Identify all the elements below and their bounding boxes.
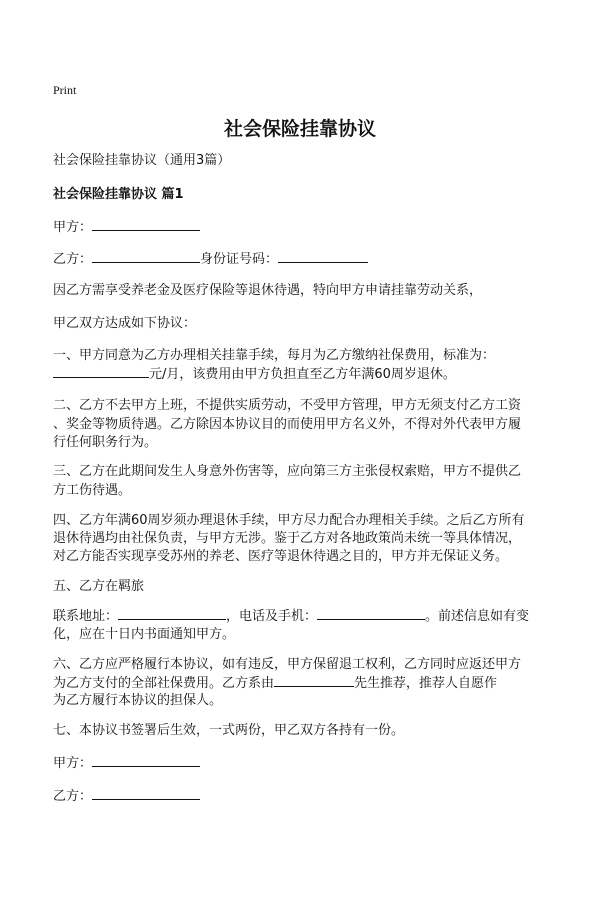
document-title: 社会保险挂靠协议 [223,118,376,140]
signature-b-line [53,785,200,808]
clause1-unit-text: 元/月，该费用由甲方负担直至乙方年满60周岁退休。 [149,367,456,382]
intro-line-1: 因乙方需享受养老金及医疗保险等退休待遇，特向甲方申请挂靠劳动关系， [53,283,483,298]
clause4-line-1: 四、乙方年满60周岁须办理退休手续，甲方尽力配合办理相关手续。之后乙方所有 [53,513,525,528]
clause4-line-3: 对乙方能否实现享受苏州的养老、医疗等退休待遇之目的，甲方并无保证义务。 [53,549,509,564]
party-a-label: 甲方： [53,220,93,235]
party-b-line [53,248,368,271]
clause3-line-1: 三、乙方在此期间发生人身意外伤害等，应向第三方主张侵权索赔，甲方不提供乙 [53,464,522,479]
contact-address-blank [118,605,226,620]
clause4-line-2: 退休待遇均由社保负责，与甲方无涉。鉴于乙方对各地政策尚未统一等具体情况， [53,531,522,546]
print-label: Print [53,83,77,97]
clause2-line-2: 、奖金等物质待遇。乙方除因本协议目的而使用甲方名义外，不得对外代表甲方履 [53,417,522,432]
signature-a-label: 甲方： [53,756,93,771]
clause3-line-2: 方工伤待遇。 [53,483,132,498]
fee-amount-blank [53,363,149,378]
contact-line-2: 化，应在十日内书面通知甲方。 [53,627,236,642]
signature-b-label: 乙方： [53,789,93,804]
id-label: 身份证号码： [200,252,279,267]
signature-b-blank [92,785,200,800]
clause6-pre-text: 为乙方支付的全部社保费用。乙方系由 [53,676,275,691]
clause6-line-3: 为乙方履行本协议的担保人。 [53,693,223,708]
contact-phone-label: ，电话及手机： [226,609,318,624]
clause1-line-1: 一、甲方同意为乙方办理相关挂靠手续，每月为乙方缴纳社保费用，标准为： [53,348,496,363]
contact-tail-text: 。前述信息如有变 [425,609,530,624]
clause5: 五、乙方在羁旅 [53,579,145,594]
section-heading: 社会保险挂靠协议 篇1 [53,187,184,202]
id-number-blank [278,248,368,263]
clause6-line-1: 六、乙方应严格履行本协议，如有违反，甲方保留退工权利，乙方同时应返还甲方 [53,657,522,672]
contact-address-label: 联系地址： [53,609,119,624]
party-a-blank [92,216,200,231]
clause1-line-2 [53,363,456,386]
clause2-line-1: 二、乙方不去甲方上班，不提供实质劳动，不受甲方管理，甲方无须支付乙方工资 [53,398,522,413]
document-subtitle: 社会保险挂靠协议（通用3篇） [53,153,231,168]
intro-line-2: 甲乙双方达成如下协议： [53,316,197,331]
party-b-blank [92,248,200,263]
party-b-label: 乙方： [53,252,93,267]
referrer-blank [274,672,354,687]
contact-phone-blank [317,605,425,620]
party-a-line [53,216,200,239]
clause2-line-3: 行任何职务行为。 [53,435,158,450]
signature-a-blank [92,752,200,767]
clause7: 七、本协议书签署后生效，一式两份，甲乙双方各持有一份。 [53,723,405,738]
signature-a-line [53,752,200,775]
clause6-post-text: 先生推荐，推荐人自愿作 [354,676,498,691]
